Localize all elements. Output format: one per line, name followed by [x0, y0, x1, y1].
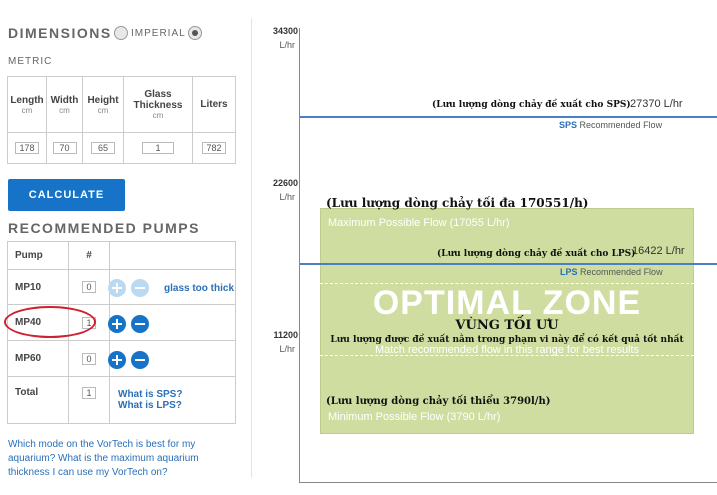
what-is-sps-link[interactable]: What is SPS?: [118, 389, 183, 400]
pump-count-input[interactable]: 0: [82, 281, 96, 293]
pump-count-input[interactable]: 0: [82, 353, 96, 365]
dimensions-table: [7, 76, 236, 164]
metric-label: METRIC: [8, 56, 53, 67]
lps-flow-value: 16422 L/hr: [632, 245, 685, 257]
lps-caption: LPS Recommended Flow: [560, 267, 663, 277]
y-tick-label: 11200: [273, 330, 298, 340]
optimal-zone-subtitle: Match recommended flow in this range for best results: [374, 344, 640, 356]
width-input[interactable]: 70: [53, 142, 77, 154]
add-mp40-button[interactable]: [108, 315, 126, 333]
highlight-ellipse: [4, 306, 96, 338]
total-count: 1: [82, 387, 96, 399]
glass-thickness-input[interactable]: 1: [142, 142, 174, 154]
imperial-radio[interactable]: [114, 26, 128, 40]
total-label: Total: [8, 377, 69, 424]
vn-zone-subtitle: Lưu lượng được đề xuất nằm trong phạm vi này để có kết quả tốt nhất: [330, 335, 684, 345]
sps-flow-line: [300, 116, 717, 118]
imperial-label: IMPERIAL: [131, 28, 186, 39]
max-flow-note: (Lưu lượng dòng chảy tối đa 170551/h): [326, 196, 589, 210]
recommended-pumps-title: RECOMMENDED PUMPS: [8, 220, 200, 236]
chart-y-axis: [299, 28, 300, 483]
pump-count-input[interactable]: 1: [82, 317, 96, 329]
add-mp10-button[interactable]: [108, 279, 126, 297]
remove-mp40-button[interactable]: [131, 315, 149, 333]
col-width: Width cm: [47, 77, 83, 133]
min-flow-label: Minimum Possible Flow (3790 L/hr): [328, 411, 501, 423]
min-flow-note: (Lưu lượng dòng chảy tối thiểu 3790l/h): [326, 396, 551, 407]
y-unit-label: L/hr: [279, 40, 295, 50]
col-glass-thickness: Glass Thickness cm: [124, 77, 193, 133]
vn-zone-title: VÙNG TỐI ƯU: [455, 318, 559, 333]
calculate-button[interactable]: CALCULATE: [8, 179, 125, 211]
optimal-zone-title: OPTIMAL ZONE: [372, 284, 642, 322]
chart-x-axis: [299, 482, 717, 483]
height-input[interactable]: 65: [91, 142, 115, 154]
remove-mp10-button[interactable]: [131, 279, 149, 297]
pump-note: glass too thick: [164, 283, 235, 294]
remove-mp60-button[interactable]: [131, 351, 149, 369]
col-height: Height cm: [83, 77, 124, 133]
max-flow-label: Maximum Possible Flow (17055 L/hr): [328, 217, 510, 229]
metric-radio[interactable]: [188, 26, 202, 40]
sps-note: (Lưu lượng dòng chảy đề xuất cho SPS): [432, 100, 631, 110]
lps-flow-line: [300, 263, 717, 265]
add-mp60-button[interactable]: [108, 351, 126, 369]
pump-col-header: Pump: [8, 242, 69, 270]
count-col-header: #: [69, 242, 110, 270]
y-unit-label: L/hr: [279, 344, 295, 354]
sps-caption: SPS Recommended Flow: [559, 120, 663, 130]
sps-flow-value: 27370 L/hr: [630, 98, 683, 110]
panel-divider: [251, 18, 252, 478]
pump-name: MP10: [8, 270, 69, 305]
length-input[interactable]: 178: [15, 142, 39, 154]
y-tick-label: 34300: [272, 26, 298, 36]
liters-input[interactable]: 782: [202, 142, 226, 154]
y-tick-label: 22600: [272, 178, 298, 188]
dimensions-title: DIMENSIONS: [8, 25, 112, 41]
y-unit-label: L/hr: [279, 192, 295, 202]
col-length: Length cm: [8, 77, 47, 133]
pump-name: MP40: [8, 305, 69, 341]
col-liters: Liters: [193, 77, 236, 133]
lps-note: (Lưu lượng dòng chảy đề xuất cho LPS): [437, 249, 636, 259]
pump-name: MP60: [8, 341, 69, 377]
faq-link[interactable]: Which mode on the VorTech is best for my aquarium? What is the maximum aquarium thickness I can use my VorTech on?: [8, 439, 199, 478]
what-is-lps-link[interactable]: What is LPS?: [118, 400, 182, 411]
total-row: [8, 377, 236, 424]
